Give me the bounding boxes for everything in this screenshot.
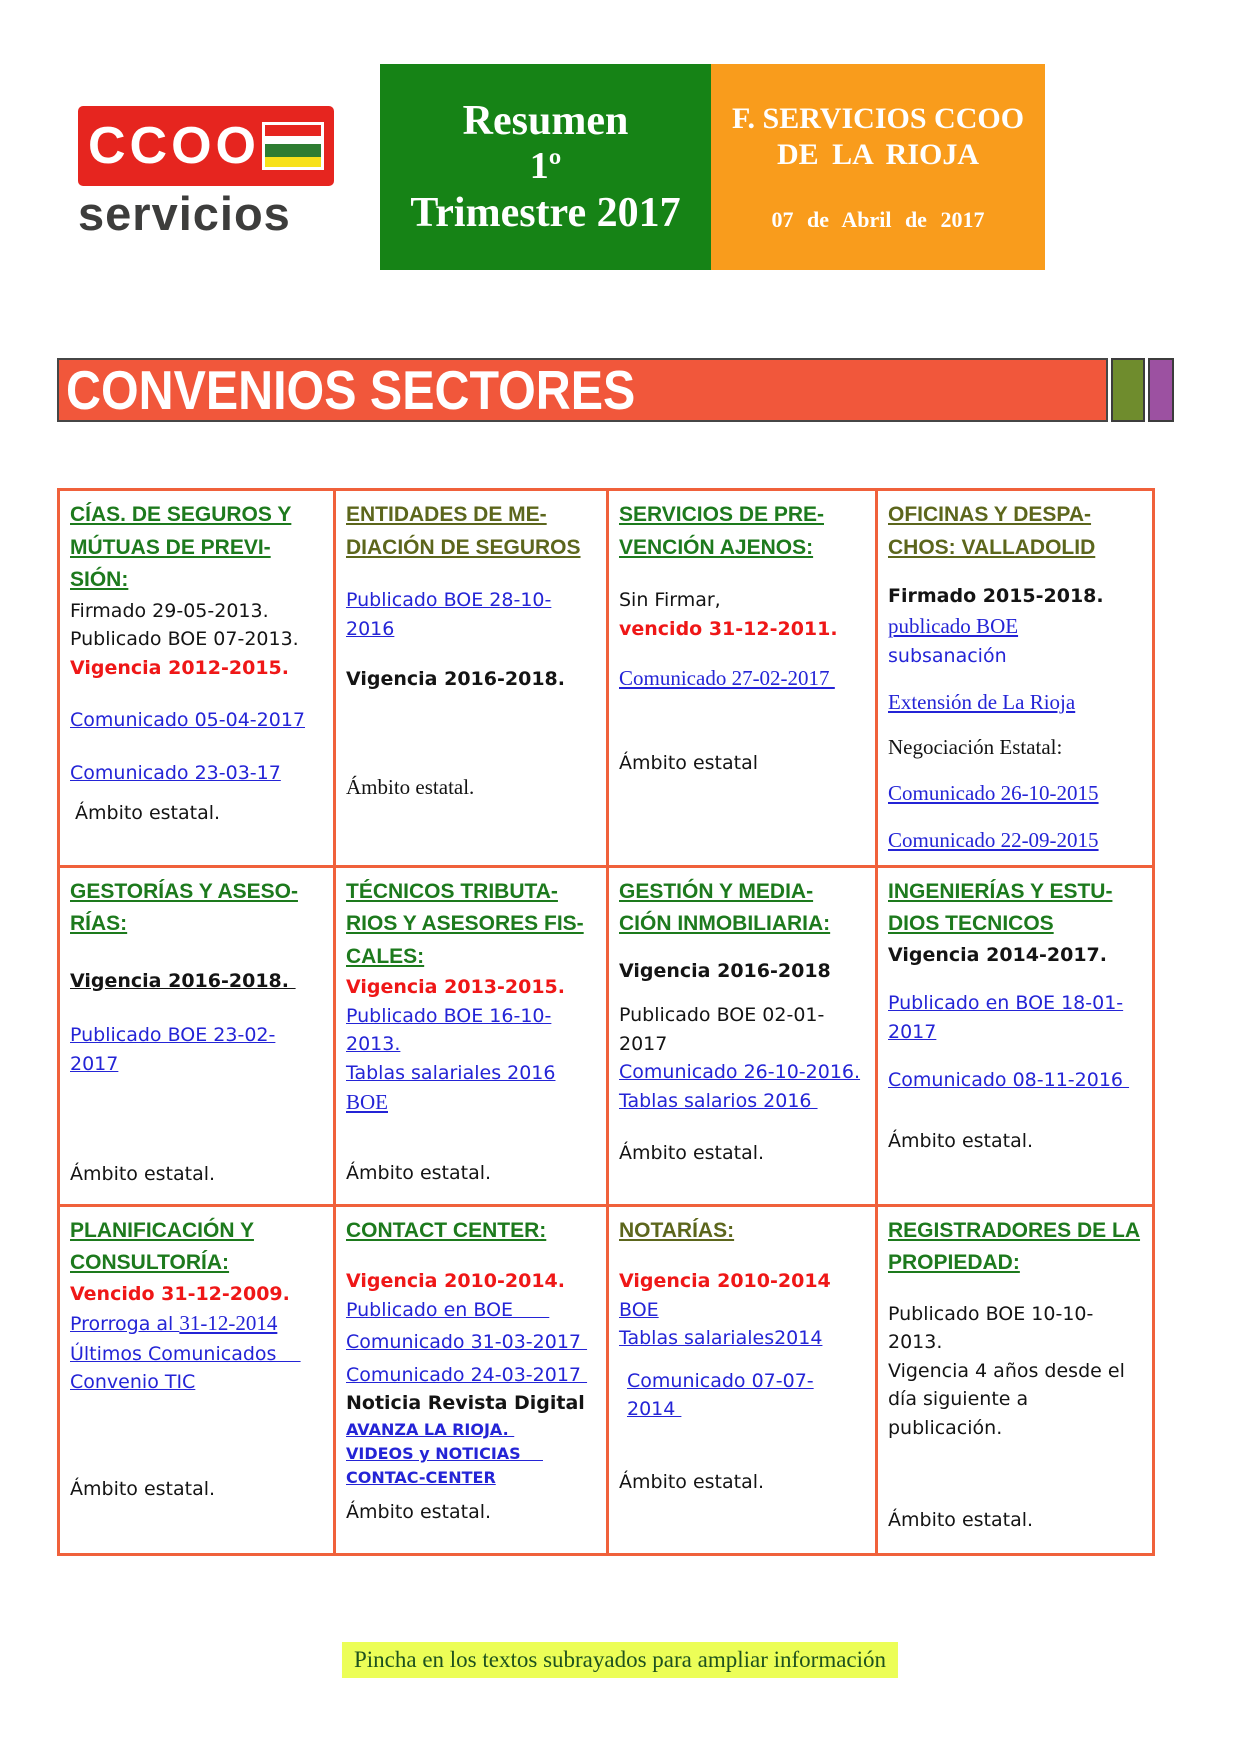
link-comunicado-22-09-2015[interactable]: Comunicado 22-09-2015 <box>888 828 1099 853</box>
cell-heading: SERVICIOS DE PRE-VENCIÓN AJENOS: <box>619 503 824 559</box>
link-publicado-en-boe[interactable]: Publicado en BOE <box>346 1298 550 1321</box>
table-row <box>59 490 1154 867</box>
link-boe[interactable]: BOE <box>346 1090 388 1115</box>
servicios-wordmark: servicios <box>78 187 291 240</box>
link-publicado-en-boe-18-01-2017[interactable]: Publicado en BOE 18-01-2017 <box>888 992 1124 1043</box>
cell-planificacion-consultoria <box>59 1205 335 1554</box>
prorroga-line <box>70 1308 323 1340</box>
summary-line-3: Trimestre 2017 <box>410 189 681 236</box>
vigencia-text: Vigencia 2016-2018 <box>619 959 831 982</box>
ambito-text: Ámbito estatal. <box>346 1161 492 1184</box>
publicado-subsanacion-line <box>888 611 1142 671</box>
noticia-revista-digital-text: Noticia Revista Digital <box>346 1392 585 1415</box>
link-comunicado-05-04-2017[interactable]: Comunicado 05-04-2017 <box>70 709 305 732</box>
cell-registradores-propiedad <box>877 1205 1154 1554</box>
cell-heading: GESTIÓN Y MEDIA-CIÓN INMOBILIARIA: <box>619 879 831 936</box>
vigencia-text: Vigencia 2014-2017. <box>888 943 1107 966</box>
link-comunicado-27-02-2017[interactable]: Comunicado 27-02-2017 <box>619 666 835 691</box>
ambito-text: Ámbito estatal. <box>70 1163 216 1186</box>
la-rioja-flag-icon <box>262 122 324 170</box>
link-videos-y-noticias[interactable]: VIDEOS y NOTICIAS <box>346 1443 543 1463</box>
negociacion-estatal-text: Negociación Estatal: <box>888 735 1063 760</box>
publicado-text: Publicado BOE 02-01-2017 <box>619 1004 825 1055</box>
vigencia-text: Vigencia 2012-2015. <box>70 656 289 679</box>
vencido-text: vencido 31-12-2011. <box>619 617 838 640</box>
link-comunicado-31-03-2017[interactable]: Comunicado 31-03-2017 <box>346 1331 588 1354</box>
cell-heading: GESTORÍAS Y ASESO-RÍAS: <box>70 879 298 936</box>
firmado-text: Firmado 2015-2018. <box>888 585 1104 608</box>
cell-contact-center <box>335 1205 608 1554</box>
link-tablas-salariales-2016[interactable]: Tablas salariales 2016 <box>346 1061 556 1084</box>
link-publicado-boe[interactable]: publicado BOE <box>888 613 1019 638</box>
ambito-text: Ámbito estatal. <box>346 774 475 799</box>
section-title: CONVENIOS SECTORES <box>66 358 636 421</box>
cell-entidades-mediacion <box>335 490 608 867</box>
banner-purple-square <box>1148 358 1174 422</box>
summary-title-box <box>380 64 711 270</box>
subsanacion-text: subsanación <box>888 645 1007 668</box>
link-extension-la-rioja[interactable]: Extensión de La Rioja <box>888 689 1076 714</box>
federation-title-line2: DE LA RIOJA <box>776 138 980 171</box>
link-comunicado-26-10-2015[interactable]: Comunicado 26-10-2015 <box>888 780 1099 805</box>
vigencia-text: Vigencia 2010-2014. <box>346 1270 565 1293</box>
ambito-text: Ámbito estatal. <box>888 1129 1034 1152</box>
cell-heading: PLANIFICACIÓN Y CONSULTORÍA: <box>70 1218 254 1275</box>
ambito-text: Ámbito estatal. <box>346 1500 492 1523</box>
ambito-text: Ámbito estatal. <box>75 802 221 825</box>
table-row <box>59 1205 1154 1554</box>
cell-heading: CONTACT CENTER: <box>346 1218 547 1242</box>
cell-heading: INGENIERÍAS Y ESTU-DIOS TECNICOS <box>888 879 1113 936</box>
link-comunicado-07-07-2014[interactable]: Comunicado 07-07-2014 <box>627 1369 814 1421</box>
link-tablas-salarios-2016[interactable]: Tablas salarios 2016 <box>619 1089 818 1112</box>
link-contac-center[interactable]: CONTAC-CENTER <box>346 1467 496 1487</box>
cell-cias-seguros <box>59 490 335 867</box>
cell-heading: TÉCNICOS TRIBUTA-RIOS Y ASESORES FIS-CALES: <box>346 879 584 968</box>
link-avanza-la-rioja[interactable]: AVANZA LA RIOJA. <box>346 1419 515 1439</box>
sin-firmar-text: Sin Firmar, <box>619 589 721 612</box>
cell-gestorias-asesorias <box>59 866 335 1205</box>
cell-heading: NOTARÍAS: <box>619 1218 735 1242</box>
cell-servicios-prevencion <box>608 490 877 867</box>
ambito-text: Ámbito estatal. <box>619 1470 765 1493</box>
ccoo-logo-box <box>78 106 334 186</box>
link-ultimos-comunicados[interactable]: Últimos Comunicados <box>70 1342 301 1365</box>
publicado-text: Publicado BOE 07-2013. <box>70 628 299 651</box>
link-publicado-boe-23-02-2017[interactable]: Publicado BOE 23-02-2017 <box>70 1024 276 1075</box>
vigencia-text: Vigencia 2016-2018. <box>346 668 565 691</box>
link-boe[interactable]: BOE <box>619 1298 659 1321</box>
cell-tecnicos-tributarios <box>335 866 608 1205</box>
ambito-text: Ámbito estatal <box>619 751 759 774</box>
ambito-text: Ámbito estatal. <box>888 1509 1034 1532</box>
link-publicado-boe-16-10-2013[interactable]: Publicado BOE 16-10-2013. <box>346 1004 552 1056</box>
ambito-text: Ámbito estatal. <box>619 1142 765 1165</box>
convenios-table <box>57 488 1155 1556</box>
vigencia-detalle-text: Vigencia 4 años desde el día siguiente a publicación. <box>888 1359 1125 1439</box>
cell-gestion-inmobiliaria <box>608 866 877 1205</box>
summary-line-1: Resumen <box>462 97 629 144</box>
firmado-text: Firmado 29-05-2013. <box>70 599 269 622</box>
section-banner <box>57 358 1108 422</box>
cell-heading: REGISTRADORES DE LA PROPIEDAD: <box>888 1218 1141 1275</box>
cell-heading: ENTIDADES DE ME-DIACIÓN DE SEGUROS <box>346 503 581 559</box>
link-comunicado-08-11-2016[interactable]: Comunicado 08-11-2016 <box>888 1069 1130 1092</box>
publicado-text: Publicado BOE 10-10-2013. <box>888 1302 1094 1354</box>
link-comunicado-26-10-2016[interactable]: Comunicado 26-10-2016. <box>619 1061 861 1084</box>
vencido-text: Vencido 31-12-2009. <box>70 1282 290 1305</box>
banner-green-square <box>1111 358 1145 422</box>
federation-title-line1: F. SERVICIOS CCOO <box>731 102 1025 135</box>
footer-note: Pincha en los textos subrayados para ampliar información <box>342 1642 898 1678</box>
link-comunicado-23-03-17[interactable]: Comunicado 23-03-17 <box>70 761 281 784</box>
link-tablas-salariales-2014[interactable]: Tablas salariales2014 <box>619 1327 823 1350</box>
link-prorroga-fecha[interactable]: 31-12-2014 <box>179 1311 278 1336</box>
link-publicado-boe-28-10-2016[interactable]: Publicado BOE 28-10-2016 <box>346 589 552 640</box>
table-row <box>59 866 1154 1205</box>
issue-date: 07 de Abril de 2017 <box>771 207 985 232</box>
cell-heading: CÍAS. DE SEGUROS Y MÚTUAS DE PREVI-SIÓN: <box>70 503 292 592</box>
vigencia-text: Vigencia 2016-2018. <box>70 969 296 992</box>
link-comunicado-24-03-2017[interactable]: Comunicado 24-03-2017 <box>346 1363 588 1386</box>
vigencia-text: Vigencia 2013-2015. <box>346 976 565 999</box>
federation-box <box>711 64 1045 270</box>
link-convenio-tic[interactable]: Convenio TIC <box>70 1371 196 1394</box>
cell-heading: OFICINAS Y DESPA-CHOS: VALLADOLID <box>888 503 1096 559</box>
cell-ingenierias-estudios <box>877 866 1154 1205</box>
ccoo-brand-text: CCOO <box>88 117 260 175</box>
ccoo-servicios-logo <box>78 106 334 238</box>
summary-line-2: 1º <box>529 145 562 188</box>
ambito-text: Ámbito estatal. <box>70 1477 216 1500</box>
vigencia-text: Vigencia 2010-2014 <box>619 1270 831 1293</box>
link-prorroga[interactable]: Prorroga al <box>70 1313 180 1336</box>
cell-notarias <box>608 1205 877 1554</box>
cell-oficinas-despachos <box>877 490 1154 867</box>
